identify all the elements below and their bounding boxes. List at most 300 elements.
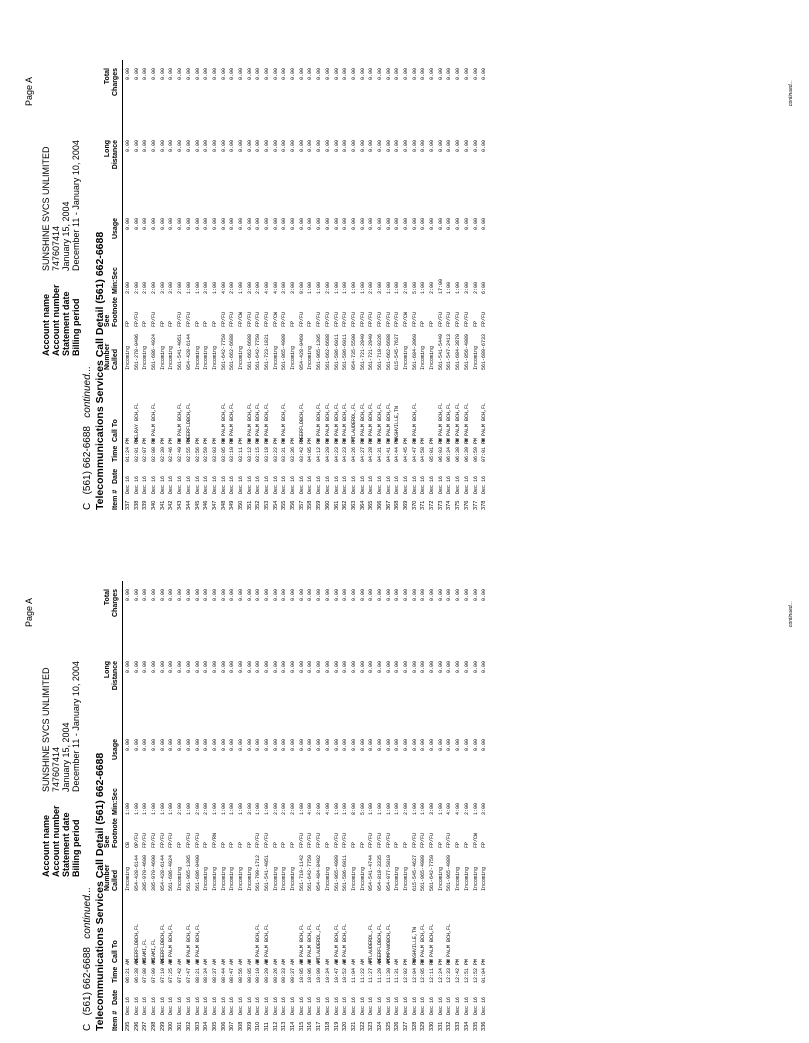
table-row — [428, 581, 437, 1031]
call-to: W PALM BCH,FL — [368, 402, 375, 442]
item-number: 364 — [359, 500, 366, 510]
duration: 1:00 — [168, 802, 175, 815]
usage-charge: 0.00 — [151, 739, 158, 752]
call-time: 02:49 PM — [177, 437, 184, 462]
table-row — [350, 60, 359, 510]
total-charge: 0.00 — [472, 68, 479, 81]
table-row — [263, 60, 272, 510]
call-to: W PALM BCH,FL — [446, 402, 453, 442]
footnote-code: FP — [437, 841, 444, 848]
number-called: 954-428-6144 — [185, 333, 192, 370]
table-row — [324, 581, 333, 1031]
long-distance-charge: 0.00 — [194, 140, 201, 153]
table-row — [376, 60, 385, 510]
long-distance-charge: 0.00 — [455, 140, 462, 153]
call-date: Dec 16 — [246, 996, 253, 1015]
footnote-code: FP — [307, 320, 314, 327]
table-row — [202, 581, 211, 1031]
col-long-distance: Long Distance — [104, 140, 119, 170]
item-number: 354 — [272, 500, 279, 510]
long-distance-charge: 0.00 — [159, 661, 166, 674]
footnote-code: FP — [324, 841, 331, 848]
call-time: 08:21 AM — [194, 958, 201, 983]
number-called: 954-735-5500 — [350, 333, 357, 370]
column-headers — [102, 581, 123, 1031]
call-date: Dec 16 — [159, 475, 166, 494]
total-charge: 0.00 — [142, 68, 149, 81]
footnote-code: FP — [420, 320, 427, 327]
call-to: W PALM BCH,FL — [437, 402, 444, 442]
item-number: 324 — [376, 1021, 383, 1031]
footnote-code: FP — [177, 841, 184, 848]
duration: 1:00 — [125, 802, 131, 815]
item-number: 355 — [281, 500, 288, 510]
item-number: 309 — [246, 1021, 253, 1031]
call-time: 08:56 AM — [237, 958, 244, 983]
number-called: 954-818-3335 — [376, 854, 383, 891]
statement-page-right — [0, 10, 809, 510]
call-time: 02:59 PM — [203, 437, 210, 462]
item-number: 306 — [220, 1021, 227, 1031]
total-charge: 0.00 — [437, 68, 444, 81]
total-charge: 0.00 — [463, 589, 470, 602]
total-charge: 0.00 — [281, 68, 288, 81]
usage-charge: 0.00 — [133, 739, 140, 752]
call-date: Dec 16 — [385, 996, 392, 1015]
table-row — [228, 60, 237, 510]
duration: 1:00 — [264, 802, 270, 815]
call-time: 04:41 PM — [385, 437, 392, 462]
number-called: Incoming — [220, 866, 227, 891]
call-time: 09:10 AM — [255, 958, 262, 983]
table-row — [419, 60, 428, 510]
duration: 1:00 — [455, 281, 462, 294]
footnote-code: OP/FU — [133, 832, 140, 848]
col-number-called: Number Called — [104, 864, 119, 891]
call-date: Dec 16 — [142, 996, 149, 1015]
call-to: DEERFLDBCH,FL — [159, 923, 166, 963]
total-charge: 0.00 — [455, 68, 462, 81]
table-row — [237, 60, 246, 510]
footnote-code: FP/FU — [342, 311, 349, 327]
number-called: 561-642-7750 — [307, 854, 314, 891]
total-charge: 0.00 — [385, 68, 392, 81]
number-called: Incoming — [403, 866, 409, 891]
number-called: Incoming — [211, 345, 218, 370]
duration: 1:00 — [211, 281, 218, 294]
total-charge: 0.00 — [290, 589, 297, 602]
duration: 2:00 — [463, 802, 470, 815]
call-time: 03:36 PM — [290, 437, 297, 462]
total-charge: 0.00 — [403, 68, 409, 81]
table-row — [463, 581, 472, 1031]
number-called: Incoming — [394, 866, 401, 891]
account-number-label: Account number — [51, 805, 61, 877]
footnote-code: FP/FU — [151, 311, 158, 327]
number-called: Incoming — [455, 866, 462, 891]
section-title: Telecommunications Services Call Detail (561) 662-6688 — [94, 752, 106, 1031]
long-distance-charge: 0.00 — [168, 140, 175, 153]
call-date: Dec 16 — [342, 996, 349, 1015]
call-time: 11:04 AM — [350, 958, 357, 983]
call-time: 12:05 PM — [420, 958, 427, 983]
call-date: Dec 16 — [324, 996, 331, 1015]
call-time: 06:34 PM — [446, 437, 453, 462]
table-row — [333, 60, 342, 510]
call-date: Dec 16 — [168, 475, 175, 494]
call-time: 08:34 AM — [203, 958, 210, 983]
usage-charge: 0.00 — [359, 739, 366, 752]
item-number: 376 — [463, 500, 470, 510]
usage-charge: 0.00 — [194, 739, 201, 752]
usage-charge: 0.00 — [324, 218, 331, 231]
call-date: Dec 16 — [194, 996, 201, 1015]
table-row — [315, 581, 324, 1031]
table-row — [263, 581, 272, 1031]
item-number: 341 — [159, 500, 166, 510]
item-number: 330 — [429, 1021, 436, 1031]
footnote-code: FP — [403, 841, 409, 848]
table-row — [289, 581, 298, 1031]
usage-charge: 0.00 — [272, 218, 279, 231]
number-called: 561-541-4051 — [177, 333, 184, 370]
total-charge: 0.00 — [385, 589, 392, 602]
total-charge: 0.00 — [446, 68, 453, 81]
footnote-code: FP/RN — [211, 832, 218, 848]
total-charge: 0.00 — [125, 589, 131, 602]
table-row — [220, 581, 229, 1031]
total-charge: 0.00 — [272, 589, 279, 602]
page-label: Page A — [24, 597, 34, 627]
continued-label: continued... — [82, 886, 93, 939]
table-row — [133, 581, 142, 1031]
table-row — [246, 60, 255, 510]
duration: 1:00 — [385, 802, 392, 815]
duration: 1:00 — [333, 802, 340, 815]
col-call-to: Call To — [112, 419, 119, 442]
long-distance-charge: 0.00 — [264, 661, 270, 674]
duration: 1:00 — [307, 281, 314, 294]
usage-charge: 0.00 — [403, 739, 409, 752]
call-date: Dec 16 — [298, 475, 305, 494]
call-date: Dec 16 — [376, 475, 383, 494]
usage-charge: 0.00 — [125, 218, 131, 231]
statement-page-left — [0, 531, 809, 1031]
call-time: 12:52 PM — [472, 958, 479, 983]
col-total-charges: Total Charges — [104, 589, 119, 618]
footnote-code: FP/FU — [255, 832, 262, 848]
usage-charge: 0.00 — [211, 218, 218, 231]
item-number: 348 — [220, 500, 227, 510]
footnote-code: FP/FU — [342, 832, 349, 848]
footnote-code: FP — [211, 320, 218, 327]
table-row — [237, 581, 246, 1031]
call-time: 12:02 PM — [403, 958, 409, 983]
call-to: DEERFLDBCH,FL — [298, 402, 305, 442]
number-called: Incoming — [159, 345, 166, 370]
long-distance-charge: 0.00 — [237, 140, 244, 153]
call-time: 07:09 AM — [151, 958, 158, 983]
table-row — [159, 60, 168, 510]
table-row — [141, 581, 150, 1031]
section-phone: (561) 662-6688 — [82, 947, 93, 1016]
usage-charge: 0.00 — [359, 218, 366, 231]
duration: 1:00 — [350, 281, 357, 294]
call-time: 07:01 PM — [481, 437, 488, 462]
call-date: Dec 16 — [437, 996, 444, 1015]
duration: 1:00 — [376, 802, 383, 815]
footnote-code: FP/FU — [298, 311, 305, 327]
usage-charge: 0.00 — [368, 218, 375, 231]
call-date: Dec 16 — [472, 475, 479, 494]
long-distance-charge: 0.00 — [481, 661, 488, 674]
call-date: Dec 16 — [133, 996, 140, 1015]
call-date: Dec 16 — [394, 996, 401, 1015]
number-called: 954-428-6144 — [133, 854, 140, 891]
call-time: 06:03 PM — [437, 437, 444, 462]
number-called: Incoming — [272, 866, 279, 891]
table-row — [124, 581, 133, 1031]
duration: 1:00 — [237, 802, 244, 815]
call-date: Dec 16 — [272, 475, 279, 494]
footnote-code: FP/FU — [133, 311, 140, 327]
duration: 1:00 — [316, 281, 323, 294]
continued-label: continued... — [82, 365, 93, 418]
usage-charge: 0.00 — [420, 218, 427, 231]
col-time: Time — [112, 445, 119, 462]
call-date: Dec 16 — [455, 475, 462, 494]
usage-charge: 0.00 — [220, 739, 227, 752]
footnote-code: FP/FU — [455, 311, 462, 327]
col-min-sec: Min:Sec — [112, 267, 119, 294]
item-number: 334 — [463, 1021, 470, 1031]
col-item: Item # — [112, 489, 119, 510]
duration: 4:00 — [324, 802, 331, 815]
call-date: Dec 16 — [455, 996, 462, 1015]
call-time: 04:20 PM — [324, 437, 331, 462]
number-called: Incoming — [194, 345, 201, 370]
call-date: Dec 16 — [125, 475, 131, 494]
footnote-code: FP/FU — [376, 832, 383, 848]
footnote-code: FP/FU — [350, 311, 357, 327]
item-number: 338 — [133, 500, 140, 510]
call-date: Dec 16 — [229, 475, 236, 494]
number-called: 561-642-7750 — [220, 333, 227, 370]
table-row — [194, 581, 203, 1031]
number-called: 561-965-4989 — [420, 854, 427, 891]
table-row — [419, 581, 428, 1031]
total-charge: 0.00 — [350, 68, 357, 81]
duration: 6:00 — [481, 281, 488, 294]
long-distance-charge: 0.00 — [342, 661, 349, 674]
statement-date-label: Statement date — [61, 291, 71, 356]
total-charge: 0.00 — [220, 589, 227, 602]
total-charge: 0.00 — [359, 68, 366, 81]
item-number: 332 — [446, 1021, 453, 1031]
item-number: 368 — [394, 500, 401, 510]
call-time: 03:15 PM — [255, 437, 262, 462]
item-number: 323 — [368, 1021, 375, 1031]
footnote-code: FP/FU — [316, 832, 323, 848]
total-charge: 0.00 — [151, 589, 158, 602]
long-distance-charge: 0.00 — [272, 140, 279, 153]
call-time: 09:37 AM — [290, 958, 297, 983]
usage-charge: 0.00 — [177, 218, 184, 231]
number-called: 561-686-4924 — [168, 854, 175, 891]
call-time: 06:38 PM — [455, 437, 462, 462]
number-called: 561-662-6688 — [229, 333, 236, 370]
duration: 1:00 — [420, 802, 427, 815]
statement-date: January 15, 2004 — [61, 722, 71, 792]
call-to: NASHVILLE,TN — [394, 405, 401, 442]
total-charge: 0.00 — [185, 68, 192, 81]
duration: 1:00 — [359, 281, 366, 294]
call-time: 01:24 PM — [125, 437, 131, 462]
col-item: Item # — [112, 1010, 119, 1031]
usage-charge: 0.00 — [159, 218, 166, 231]
call-to: FTLAUDERDL,FL — [350, 402, 357, 442]
total-charge: 0.00 — [420, 68, 427, 81]
table-row — [463, 60, 472, 510]
footnote-code: FP/FU — [168, 832, 175, 848]
footnote-code: FP/FU — [229, 311, 236, 327]
table-row — [167, 60, 176, 510]
call-time: 11:22 AM — [359, 958, 366, 983]
footnote-code: CB — [125, 841, 131, 848]
usage-charge: 0.00 — [281, 739, 288, 752]
table-row — [341, 60, 350, 510]
table-row — [228, 581, 237, 1031]
total-charge: 0.00 — [159, 589, 166, 602]
footnote-code: FP/CW — [472, 832, 479, 848]
call-date: Dec 16 — [411, 475, 418, 494]
total-charge: 0.00 — [333, 589, 340, 602]
call-time: 11:30 AM — [385, 958, 392, 983]
table-row — [445, 60, 454, 510]
total-charge: 0.00 — [255, 68, 262, 81]
table-row — [367, 581, 376, 1031]
item-number: 313 — [281, 1021, 288, 1031]
item-number: 344 — [185, 500, 192, 510]
call-time: 04:12 PM — [316, 437, 323, 462]
table-row — [324, 60, 333, 510]
call-to: W PALM BCH,FL — [255, 923, 262, 963]
table-row — [211, 60, 220, 510]
call-to: W PALM BCH,FL — [194, 923, 201, 963]
item-number: 318 — [324, 1021, 331, 1031]
duration: 1:00 — [220, 802, 227, 815]
item-number: 366 — [376, 500, 383, 510]
call-to: W PALM BCH,FL — [264, 923, 270, 963]
footnote-code: FP/FU — [446, 311, 453, 327]
account-name-label: Account name — [41, 293, 51, 356]
call-to: W PALM BCH,FL — [316, 402, 323, 442]
duration: 3:00 — [125, 281, 131, 294]
call-to: DEERFLDBCH,FL — [185, 402, 192, 442]
long-distance-charge: 0.00 — [229, 140, 236, 153]
call-date: Dec 16 — [368, 996, 375, 1015]
usage-charge: 0.00 — [220, 218, 227, 231]
col-total-charges: Total Charges — [104, 68, 119, 97]
call-date: Dec 16 — [446, 475, 453, 494]
duration: 1:00 — [385, 281, 392, 294]
call-date: Dec 16 — [472, 996, 479, 1015]
usage-charge: 0.00 — [394, 739, 401, 752]
call-date: Dec 16 — [350, 475, 357, 494]
number-called: 561-586-6011 — [342, 854, 349, 891]
duration: 1:00 — [159, 802, 166, 815]
footnote-code: FP/CW — [272, 311, 279, 327]
call-time: 07:47 AM — [185, 958, 192, 983]
total-charge: 0.00 — [394, 68, 401, 81]
billing-period-label: Billing period — [71, 819, 81, 877]
long-distance-charge: 0.00 — [151, 661, 158, 674]
table-row — [298, 60, 307, 510]
call-to: DEERFLDBCH,FL — [133, 923, 140, 963]
continued-footer: continued... — [788, 601, 794, 627]
total-charge: 0.00 — [342, 589, 349, 602]
usage-charge: 0.00 — [237, 218, 244, 231]
item-number: 356 — [290, 500, 297, 510]
duration: 2:00 — [368, 281, 375, 294]
item-number: 333 — [455, 1021, 462, 1031]
duration: 1:00 — [185, 802, 192, 815]
footnote-code: FP/FU — [463, 311, 470, 327]
duration: 4:00 — [446, 802, 453, 815]
col-date: Date — [112, 468, 119, 484]
long-distance-charge: 0.00 — [177, 140, 184, 153]
item-number: 328 — [411, 1021, 418, 1031]
call-time: 09:33 AM — [281, 958, 288, 983]
total-charge: 0.00 — [307, 589, 314, 602]
usage-charge: 0.00 — [455, 218, 462, 231]
call-date: Dec 16 — [385, 475, 392, 494]
call-time: 02:07 PM — [142, 437, 149, 462]
table-row — [167, 581, 176, 1031]
duration: 1:00 — [472, 802, 479, 815]
call-to: DEERFLDBCH,FL — [376, 923, 383, 963]
call-date: Dec 16 — [203, 475, 210, 494]
total-charge: 0.00 — [168, 589, 175, 602]
total-charge: 0.00 — [177, 589, 184, 602]
footnote-code: FP — [472, 320, 479, 327]
total-charge: 0.00 — [481, 589, 488, 602]
call-to: W PALM BCH,FL — [463, 402, 470, 442]
call-date: Dec 16 — [272, 996, 279, 1015]
duration: 5:00 — [359, 802, 366, 815]
duration: 2:00 — [203, 802, 210, 815]
call-time: 04:45 PM — [403, 437, 409, 462]
col-usage: Usage — [112, 739, 119, 761]
long-distance-charge: 0.00 — [185, 661, 192, 674]
total-charge: 0.00 — [246, 589, 253, 602]
long-distance-charge: 0.00 — [437, 661, 444, 674]
footnote-code: FP/FU — [376, 311, 383, 327]
long-distance-charge: 0.00 — [481, 140, 488, 153]
long-distance-charge: 0.00 — [333, 140, 340, 153]
call-to: W PALM BCH,FL — [455, 402, 462, 442]
footnote-code: FP/FU — [368, 311, 375, 327]
section-phone: (561) 662-6688 — [82, 426, 93, 495]
total-charge: 0.00 — [376, 68, 383, 81]
footnote-code: FP/FU — [264, 832, 270, 848]
table-row — [350, 581, 359, 1031]
duration: 3:00 — [281, 281, 288, 294]
table-row — [437, 60, 446, 510]
number-called: Incoming — [472, 345, 479, 370]
item-number: 369 — [403, 500, 409, 510]
call-time: 11:29 AM — [376, 958, 383, 983]
